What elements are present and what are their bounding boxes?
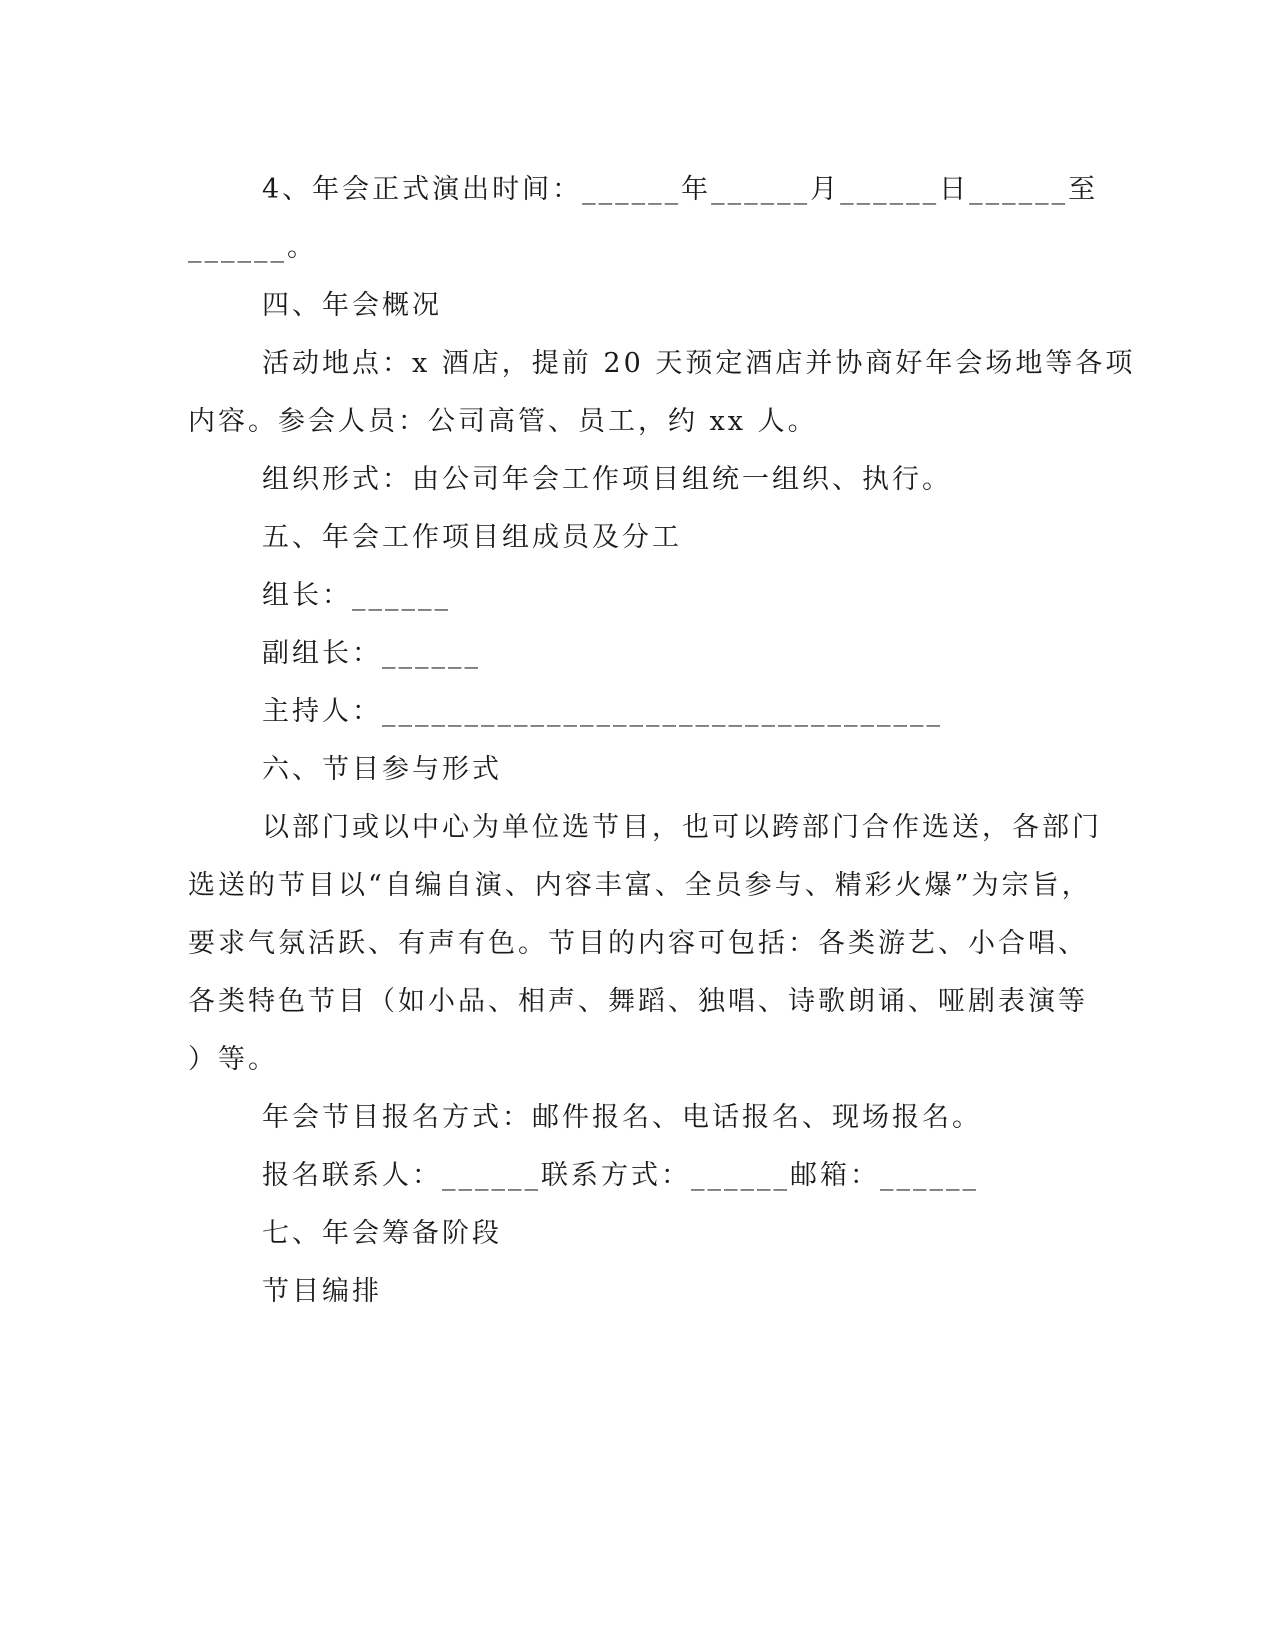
venue-paragraph-line-1: 活动地点：x 酒店，提前 20 天预定酒店并协商好年会场地等各项 [262,348,1136,379]
program-paragraph-line-3: 要求气氛活跃、有声有色。节目的内容可包括：各类游艺、小合唱、 [188,928,1088,959]
performance-time-line: 4、年会正式演出时间：______年______月______日______至 [262,174,1099,205]
host-line: 主持人：__________________________________ [262,696,943,727]
performance-time-line-end: ______。 [188,232,317,263]
program-paragraph-line-2: 选送的节目以“自编自演、内容丰富、全员参与、精彩火爆”为宗旨， [188,870,1092,901]
organization-form-line: 组织形式：由公司年会工作项目组统一组织、执行。 [262,464,952,495]
venue-paragraph-line-2: 内容。参会人员：公司高管、员工，约 xx 人。 [188,406,818,437]
program-arrangement-heading: 节目编排 [262,1276,382,1307]
section-heading-program-format: 六、节目参与形式 [262,754,502,785]
program-paragraph-line-5: ）等。 [188,1044,278,1075]
program-paragraph-line-4: 各类特色节目（如小品、相声、舞蹈、独唱、诗歌朗诵、哑剧表演等 [188,986,1088,1017]
registration-method-line: 年会节目报名方式：邮件报名、电话报名、现场报名。 [262,1102,982,1133]
program-paragraph-line-1: 以部门或以中心为单位选节目，也可以跨部门合作选送，各部门 [262,812,1102,843]
team-leader-line: 组长：______ [262,580,451,611]
registration-contact-line: 报名联系人：______联系方式：______邮箱：______ [262,1160,979,1191]
section-heading-team: 五、年会工作项目组成员及分工 [262,522,682,553]
section-heading-preparation: 七、年会筹备阶段 [262,1218,502,1249]
section-heading-overview: 四、年会概况 [262,290,442,321]
deputy-leader-line: 副组长：______ [262,638,481,669]
